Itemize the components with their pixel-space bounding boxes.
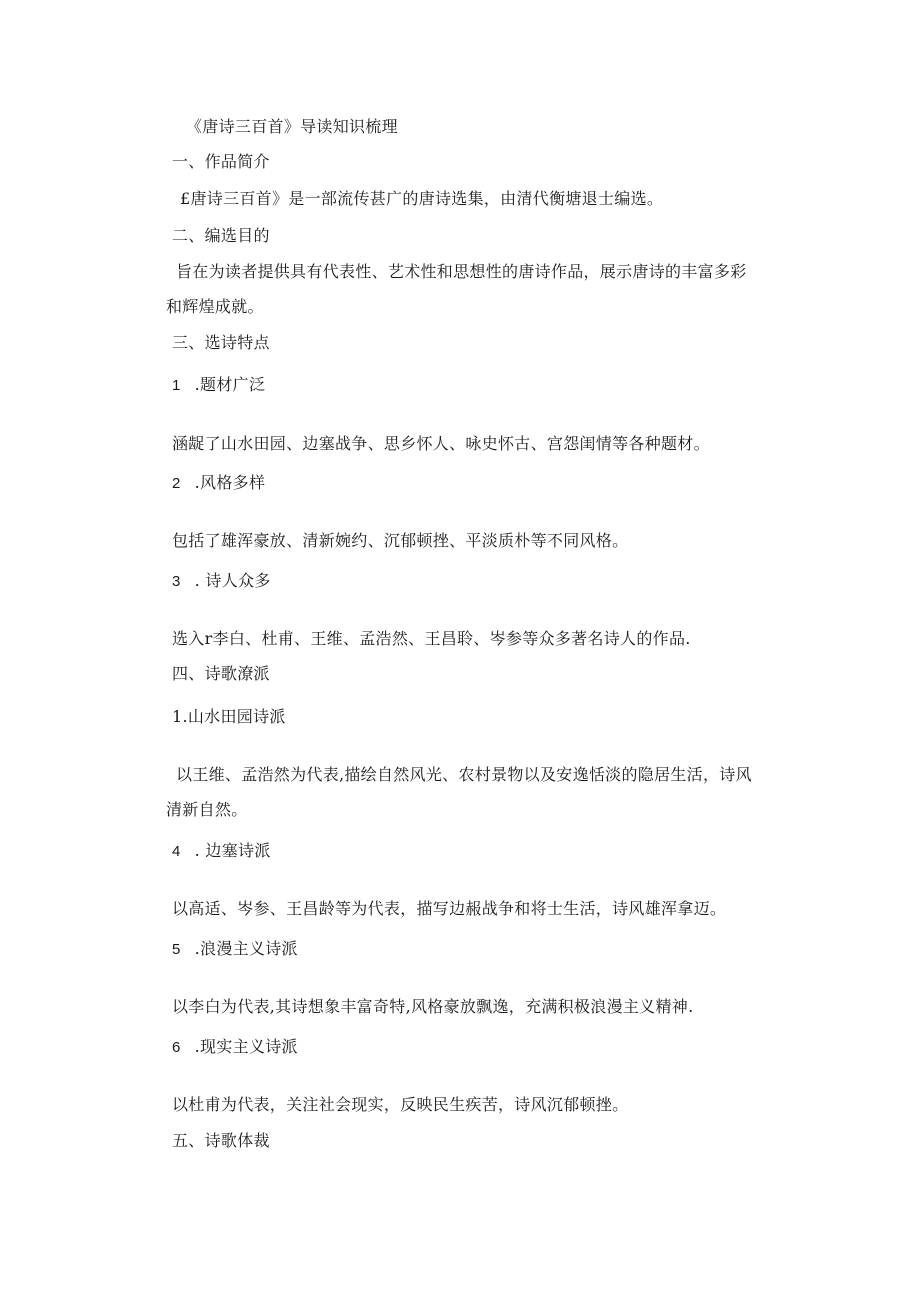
feature-item-2-text: 包括了雄浑豪放、清新婉约、沉郁顿挫、平淡质朴等不同风格。: [172, 531, 629, 550]
school-item-1-heading: 1.山水田园诗派: [172, 707, 286, 726]
school-item-4-title: . 边塞诗派: [194, 841, 271, 860]
feature-item-1-text: 涵龊了山水田园、边塞战争、思乡怀人、咏史怀古、宫怨闺情等各种题材。: [172, 434, 710, 453]
feature-item-3-heading: [172, 571, 271, 592]
feature-item-1-title: .题材广泛: [194, 375, 266, 394]
school-item-6-heading: [172, 1037, 298, 1058]
paragraph-intro: £唐诗三百首》是一部流传甚广的唐诗选集，由清代衡塘退士编选。: [180, 189, 664, 208]
feature-item-3-title: . 诗人众多: [194, 571, 271, 590]
feature-item-3-number: 3: [172, 573, 181, 590]
feature-item-1-heading: [172, 375, 265, 396]
school-item-5-heading: [172, 939, 298, 960]
section-heading-schools: 四、诗歌潦派: [172, 664, 270, 683]
school-item-5-text: 以李白为代表,其诗想象丰富奇特,风格豪放飘逸，充满积极浪漫主义精神.: [172, 997, 694, 1016]
school-item-5-title: .浪漫主义诗派: [194, 939, 298, 958]
section-heading-forms: 五、诗歌体裁: [172, 1131, 270, 1150]
section-heading-intro: 一、作品简介: [172, 152, 270, 171]
school-item-4-text: 以高适、岑参、王昌龄等为代表，描写边赧战争和将士生活，诗风雄浑拿迈。: [172, 899, 727, 918]
feature-item-2-number: 2: [172, 475, 181, 492]
school-item-6-text: 以杜甫为代表，关注社会现实，反映民生疾苦，诗风沉郁顿挫。: [172, 1095, 629, 1114]
school-item-4-number: 4: [172, 843, 181, 860]
section-heading-features: 三、选诗特点: [172, 333, 270, 352]
school-item-5-number: 5: [172, 941, 181, 958]
school-item-6-title: .现实主义诗派: [194, 1037, 298, 1056]
feature-item-1-number: 1: [172, 377, 181, 394]
feature-item-2-title: .风格多样: [194, 473, 266, 492]
paragraph-purpose-line1: 旨在为读者提供具有代表性、艺术性和思想性的唐诗作品，展示唐诗的丰富多彩: [176, 262, 747, 281]
feature-item-2-heading: [172, 473, 265, 494]
feature-item-3-text: 选入r李白、杜甫、王维、孟浩然、王昌聆、岑参等众多著名诗人的作品.: [172, 629, 691, 648]
document-title: 《唐诗三百首》导读知识梳理: [186, 117, 398, 136]
section-heading-purpose: 二、编选目的: [172, 226, 270, 245]
paragraph-purpose-line2: 和辉煌成就。: [166, 297, 264, 316]
school-item-1-text-line2: 清新自然。: [166, 800, 248, 819]
school-item-1-text-line1: 以王维、孟浩然为代表,描绘自然风光、农村景物以及安逸恬淡的隐居生活，诗风: [176, 765, 752, 784]
school-item-4-heading: [172, 841, 271, 862]
school-item-6-number: 6: [172, 1039, 181, 1056]
